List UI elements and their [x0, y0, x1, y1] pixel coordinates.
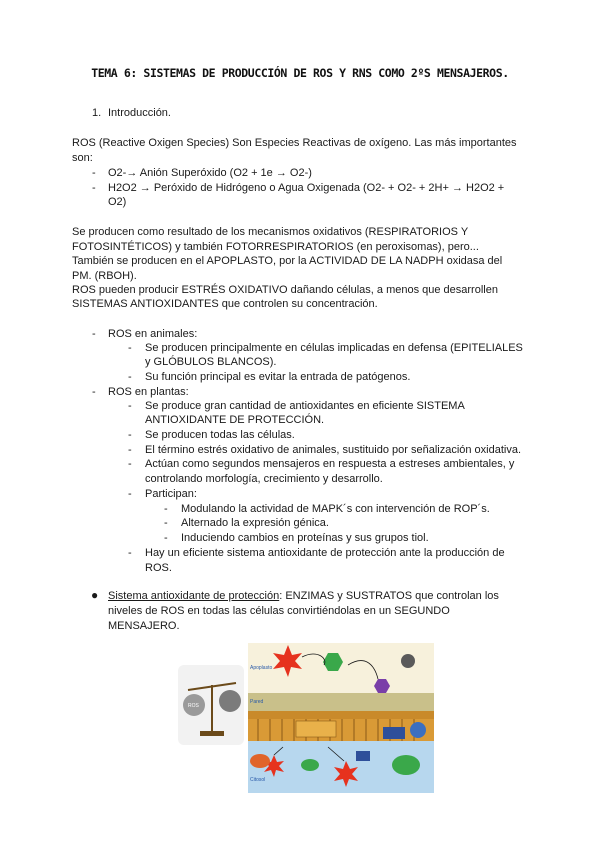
dash-bullet: - — [128, 547, 132, 559]
para-line: Se producen como resultado de los mecanismos oxidativos (RESPIRATORIOS Y — [72, 226, 469, 238]
antioxidant-line-2: niveles de ROS en todas las células convirtiéndolas en un SEGUNDO — [108, 605, 450, 617]
cell-wall-band — [248, 693, 434, 711]
participan-item: Modulando la actividad de MAPK´s con intervención de ROP´s. — [181, 503, 490, 515]
antioxidant-text: : ENZIMAS y SUSTRATOS que controlan los — [279, 590, 499, 602]
dash-bullet: - — [128, 488, 132, 500]
dash-bullet: - — [164, 503, 168, 515]
plants-item-cont: ROS. — [145, 562, 172, 574]
page-title: TEMA 6: SISTEMAS DE PRODUCCIÓN DE ROS Y RNS COMO 2ºS MENSAJEROS. — [91, 66, 509, 80]
citosol-label: Citosol — [250, 777, 266, 783]
antioxidant-line-3: MENSAJERO. — [108, 620, 180, 632]
ros-item-h2o2-cont: O2) — [108, 196, 127, 208]
para-line: También se producen en el APOPLASTO, por la ACTIVIDAD DE LA NADPH oxidasa del — [72, 255, 503, 267]
plants-item: Actúan como segundos mensajeros en respuesta a estreses ambientales, y — [145, 458, 515, 470]
dash-bullet: - — [92, 182, 96, 194]
intro-line-2: son: — [72, 152, 93, 164]
animals-item: Su función principal es evitar la entrada de patógenos. — [145, 371, 411, 383]
dash-bullet: - — [128, 400, 132, 412]
intro-line-1: ROS (Reactive Oxigen Species) Son Especies Reactivas de oxígeno. Las más importantes — [72, 137, 517, 149]
antioxidant-line-1 — [108, 589, 499, 604]
participan-item: Induciendo cambios en proteínas y sus grupos tiol. — [181, 532, 429, 544]
plants-item: El término estrés oxidativo de animales, sustituido por señalización oxidativa. — [145, 444, 522, 456]
ros-weight-label: ROS — [188, 703, 199, 709]
dash-bullet: - — [128, 371, 132, 383]
dash-bullet: - — [92, 386, 96, 398]
plasma-membrane — [248, 711, 434, 719]
membrane-proteins-band — [248, 719, 434, 741]
apoplasto-label: Apoplasto — [250, 665, 273, 671]
plants-heading: ROS en plantas: — [108, 386, 189, 398]
dash-bullet: - — [164, 532, 168, 544]
animals-heading: ROS en animales: — [108, 328, 198, 340]
round-bullet: ● — [91, 588, 99, 602]
pared-label: Pared — [250, 699, 264, 705]
section-heading: Introducción. — [108, 107, 171, 119]
section-number: 1. — [92, 107, 102, 119]
para-line: ROS pueden producir ESTRÉS OXIDATIVO dañando células, a menos que desarrollen — [72, 284, 498, 296]
para-line: PM. (RBOH). — [72, 270, 137, 282]
dash-bullet: - — [164, 517, 168, 529]
para-line: FOTOSINTÉTICOS) y también FOTORRESPIRATORIOS (en peroxisomas), pero... — [72, 241, 479, 253]
para-line: SISTEMAS ANTIOXIDANTES que controlen su concentración. — [72, 298, 378, 310]
plants-item-cont: ANTIOXIDANTE DE PROTECCIÓN. — [145, 414, 325, 426]
animals-item: Se producen principalmente en células implicadas en defensa (EPITELIALES — [145, 342, 523, 354]
plants-item: Hay un eficiente sistema antioxidante de protección ante la producción de — [145, 547, 505, 559]
dash-bullet: - — [128, 458, 132, 470]
dash-bullet: - — [92, 167, 96, 179]
plants-item-cont: controlando morfología, crecimiento y desarrollo. — [145, 473, 383, 485]
nadph-oxidase-box — [296, 721, 336, 737]
dash-bullet: - — [128, 342, 132, 354]
ros-item-h2o2: H2O2 → Peróxido de Hidrógeno o Agua Oxigenada (O2- + O2- + 2H+ → H2O2 + — [108, 182, 505, 194]
plants-item: Participan: — [145, 488, 197, 500]
plants-item: Se produce gran cantidad de antioxidantes en eficiente SISTEMA — [145, 400, 465, 412]
animals-item-cont: y GLÓBULOS BLANCOS). — [145, 356, 277, 368]
plants-item: Se producen todas las células. — [145, 429, 295, 441]
dash-bullet: - — [128, 444, 132, 456]
participan-item: Alternado la expresión génica. — [181, 517, 329, 529]
figure-illustration — [178, 635, 436, 797]
balance-scale-icon — [178, 665, 244, 745]
dash-bullet: - — [128, 429, 132, 441]
ros-item-superoxide: O2-→ Anión Superóxido (O2 + 1e → O2-) — [108, 167, 312, 179]
antioxidant-term: Sistema antioxidante de protección — [108, 590, 280, 602]
dash-bullet: - — [92, 328, 96, 340]
ros-signaling-figure — [178, 635, 436, 797]
